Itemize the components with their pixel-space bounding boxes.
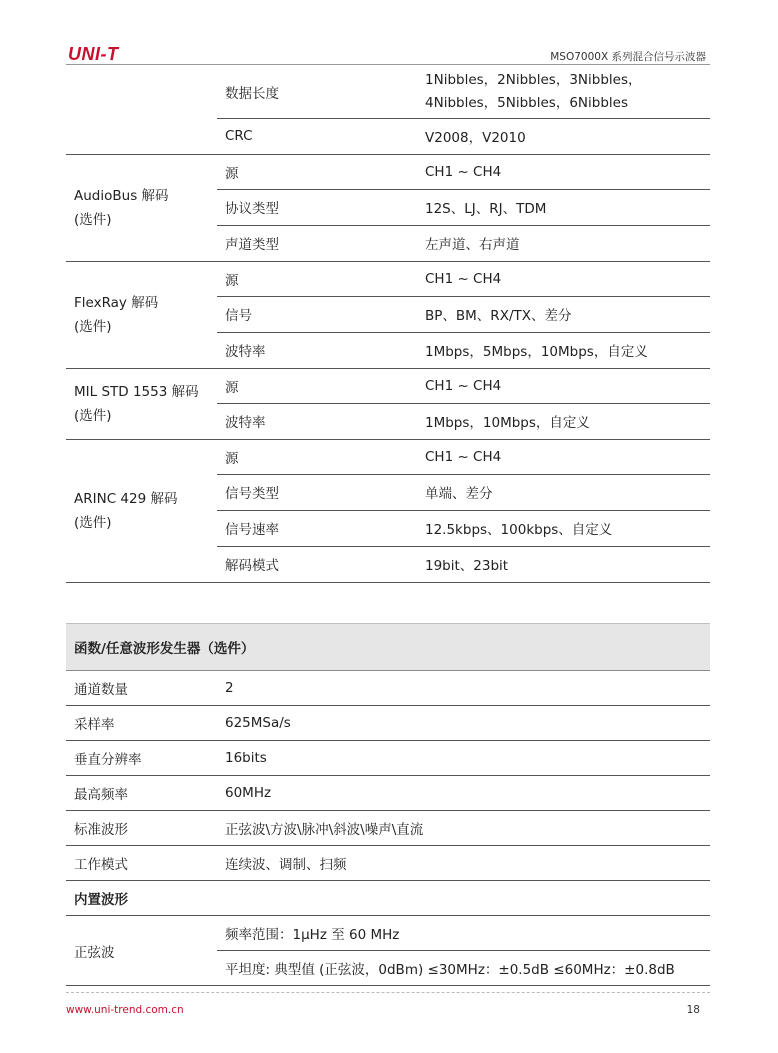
param-value: CH1 ~ CH4 [417,154,710,189]
document-title: MSO7000X 系列混合信号示波器 [550,51,706,63]
param-name: CRC [217,118,417,154]
param-value: 12S、LJ、RJ、TDM [417,189,710,225]
awg-spec-table [66,623,710,986]
param-value: 60MHz [217,776,710,811]
footer-url: www.uni-trend.com.cn [66,1004,184,1016]
param-name: 正弦波 [66,916,217,986]
param-name: 标准波形 [66,811,217,846]
param-name: 源 [217,439,417,474]
group-label [66,368,217,439]
param-name: 源 [217,368,417,403]
group-title: AudioBus 解码 [74,187,169,204]
param-name: 源 [217,154,417,189]
param-value: 左声道、右声道 [417,225,710,261]
param-name: 源 [217,261,417,296]
group-title: MIL STD 1553 解码 [74,383,199,400]
value-line: 4Nibbles，5Nibbles，6Nibbles [425,94,629,111]
table-row [66,881,710,916]
table-row [66,261,710,296]
header-divider [66,64,710,65]
param-value: 16bits [217,741,710,776]
param-value: 单端、差分 [417,474,710,510]
table-row [66,916,710,951]
param-value: 12.5kbps、100kbps、自定义 [417,510,710,546]
group-option: (选件) [74,514,112,531]
group-label [66,439,217,582]
table-row [66,154,710,189]
table-row [66,811,710,846]
group-cell [66,66,217,154]
section-heading: 函数/任意波形发生器（选件） [66,624,710,671]
table-row [66,671,710,706]
param-name: 解码模式 [217,546,417,582]
param-value: 19bit、23bit [417,546,710,582]
group-label [66,261,217,368]
group-option: (选件) [74,407,112,424]
param-name: 信号速率 [217,510,417,546]
param-value: 平坦度: 典型值 (正弦波，0dBm) ≤30MHz：±0.5dB ≤60MHz：±0.8dB [217,951,710,986]
footer-divider [66,992,710,993]
param-name: 波特率 [217,403,417,439]
group-label [66,154,217,261]
param-value: CH1 ~ CH4 [417,439,710,474]
param-value: BP、BM、RX/TX、差分 [417,296,710,332]
table-row [66,66,710,118]
param-value: 1Mbps，5Mbps，10Mbps，自定义 [417,332,710,368]
param-value: V2008，V2010 [417,118,710,154]
param-name: 垂直分辨率 [66,741,217,776]
group-title: ARINC 429 解码 [74,490,178,507]
group-option: (选件) [74,318,112,335]
param-value: 1Mbps，10Mbps，自定义 [417,403,710,439]
param-value [417,66,710,118]
section-heading-row [66,624,710,671]
table-row [66,741,710,776]
group-option: (选件) [74,211,112,228]
param-name: 波特率 [217,332,417,368]
table-row [66,846,710,881]
decode-spec-table [66,66,710,583]
param-name: 数据长度 [217,66,417,118]
table-row [66,706,710,741]
table-row [66,439,710,474]
page-number: 18 [686,1004,700,1016]
table-row [66,368,710,403]
param-name: 最高频率 [66,776,217,811]
param-name: 协议类型 [217,189,417,225]
param-name: 工作模式 [66,846,217,881]
group-title: FlexRay 解码 [74,294,159,311]
param-value: 正弦波\方波\脉冲\斜波\噪声\直流 [217,811,710,846]
param-name: 信号类型 [217,474,417,510]
param-name: 声道类型 [217,225,417,261]
param-value: CH1 ~ CH4 [417,261,710,296]
param-value: CH1 ~ CH4 [417,368,710,403]
param-name: 通道数量 [66,671,217,706]
param-value: 2 [217,671,710,706]
param-name: 信号 [217,296,417,332]
value-line: 1Nibbles，2Nibbles，3Nibbles， [425,71,642,88]
table-row [66,776,710,811]
param-value: 连续波、调制、扫频 [217,846,710,881]
param-name: 采样率 [66,706,217,741]
param-value: 625MSa/s [217,706,710,741]
param-value: 频率范围：1μHz 至 60 MHz [217,916,710,951]
subsection-label: 内置波形 [66,881,710,916]
brand-logo: UNI-T [68,44,119,64]
